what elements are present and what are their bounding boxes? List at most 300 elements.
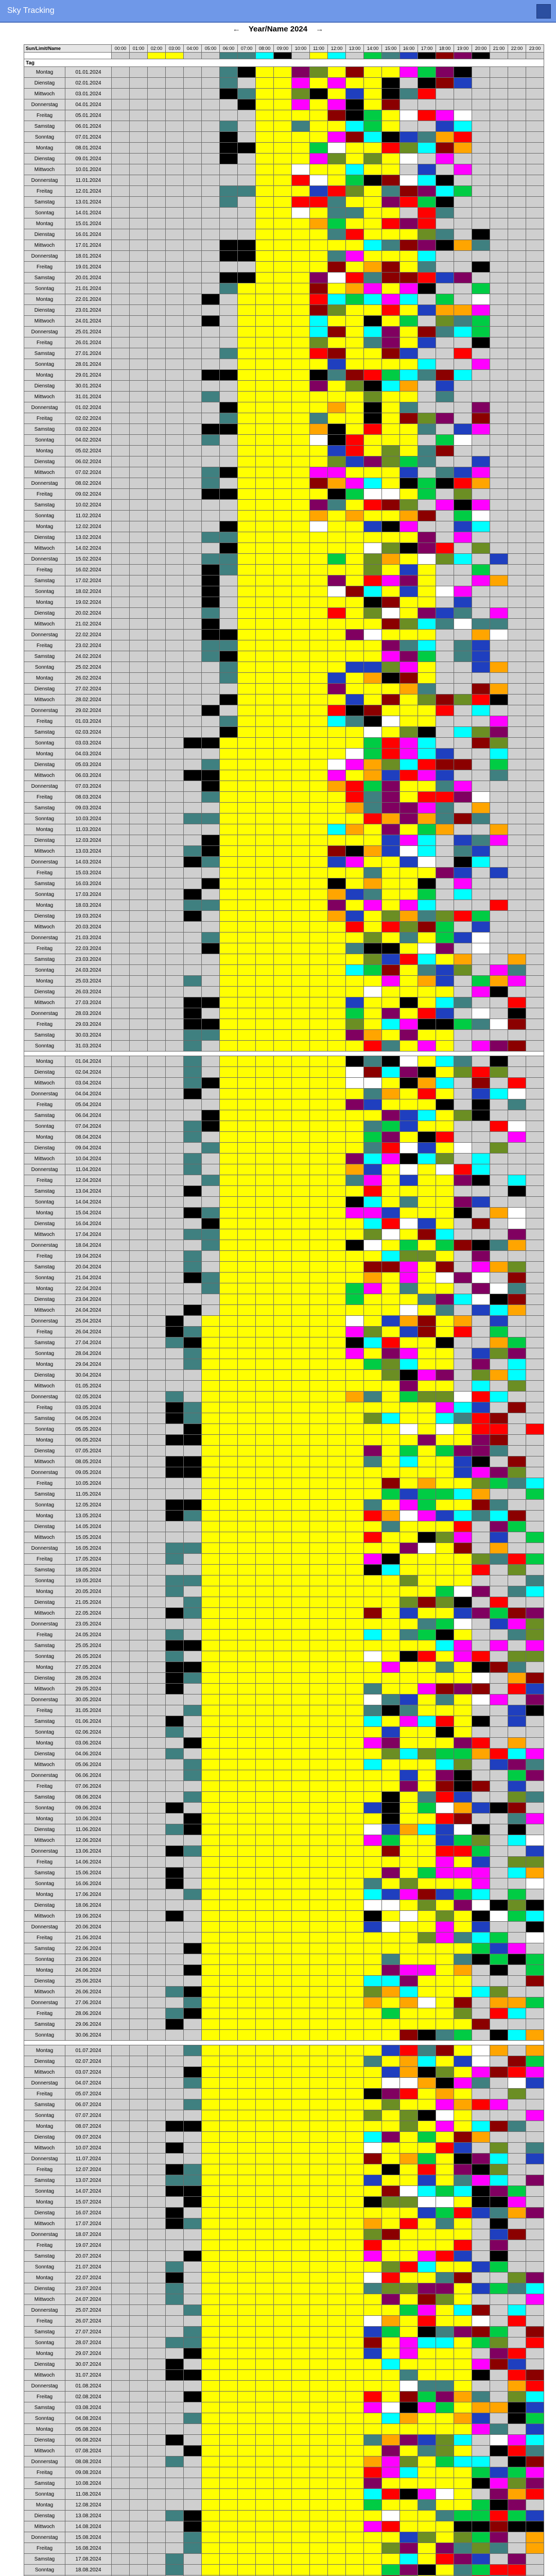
hour-slot[interactable]: [436, 424, 454, 435]
hour-slot[interactable]: [112, 1543, 130, 1554]
hour-slot[interactable]: [256, 1078, 274, 1089]
hour-slot[interactable]: [238, 1965, 256, 1976]
hour-slot[interactable]: [112, 1770, 130, 1781]
hour-slot[interactable]: [220, 121, 238, 132]
hour-slot[interactable]: [436, 878, 454, 889]
hour-slot[interactable]: [112, 1824, 130, 1835]
hour-slot[interactable]: [364, 1424, 382, 1435]
hour-slot[interactable]: [310, 229, 328, 240]
hour-slot[interactable]: [400, 1186, 418, 1197]
hour-slot[interactable]: [508, 1900, 526, 1911]
hour-slot[interactable]: [310, 402, 328, 413]
hour-slot[interactable]: [472, 359, 490, 370]
hour-slot[interactable]: [112, 1099, 130, 1110]
hour-slot[interactable]: [418, 954, 436, 965]
hour-slot[interactable]: [454, 933, 472, 943]
hour-slot[interactable]: [508, 846, 526, 857]
hour-slot[interactable]: [454, 489, 472, 500]
hour-slot[interactable]: [310, 565, 328, 575]
hour-slot[interactable]: [328, 1878, 346, 1889]
hour-slot[interactable]: [526, 500, 544, 511]
hour-slot[interactable]: [328, 2045, 346, 2056]
hour-slot[interactable]: [274, 1381, 292, 1392]
hour-slot[interactable]: [256, 197, 274, 208]
hour-slot[interactable]: [166, 792, 184, 803]
hour-slot[interactable]: [238, 1900, 256, 1911]
hour-slot[interactable]: [508, 640, 526, 651]
hour-slot[interactable]: [238, 1197, 256, 1208]
hour-slot[interactable]: [454, 1987, 472, 1997]
hour-slot[interactable]: [508, 1019, 526, 1030]
hour-slot[interactable]: [526, 1402, 544, 1413]
hour-slot[interactable]: [364, 1803, 382, 1814]
hour-slot[interactable]: [112, 402, 130, 413]
hour-slot[interactable]: [292, 694, 310, 705]
hour-slot[interactable]: [130, 1008, 148, 1019]
hour-slot[interactable]: [328, 878, 346, 889]
hour-slot[interactable]: [238, 705, 256, 716]
hour-slot[interactable]: [310, 965, 328, 976]
hour-slot[interactable]: [310, 2008, 328, 2019]
hour-slot[interactable]: [364, 467, 382, 478]
hour-slot[interactable]: [220, 1673, 238, 1684]
hour-slot[interactable]: [526, 868, 544, 878]
hour-slot[interactable]: [454, 2019, 472, 2030]
hour-slot[interactable]: [364, 2019, 382, 2030]
hour-slot[interactable]: [400, 283, 418, 294]
hour-slot[interactable]: [274, 987, 292, 997]
hour-slot[interactable]: [292, 392, 310, 402]
day-row[interactable]: [24, 489, 544, 500]
hour-slot[interactable]: [490, 727, 508, 738]
hour-slot[interactable]: [364, 424, 382, 435]
hour-slot[interactable]: [328, 446, 346, 456]
hour-slot[interactable]: [256, 316, 274, 327]
hour-slot[interactable]: [436, 370, 454, 381]
hour-slot[interactable]: [436, 1900, 454, 1911]
hour-slot[interactable]: [292, 218, 310, 229]
hour-slot[interactable]: [418, 435, 436, 446]
hour-slot[interactable]: [328, 1521, 346, 1532]
hour-slot[interactable]: [220, 478, 238, 489]
hour-slot[interactable]: [202, 997, 220, 1008]
hour-slot[interactable]: [112, 99, 130, 110]
hour-slot[interactable]: [526, 835, 544, 846]
hour-slot[interactable]: [526, 846, 544, 857]
hour-slot[interactable]: [310, 900, 328, 911]
hour-slot[interactable]: [130, 1781, 148, 1792]
day-row[interactable]: [24, 868, 544, 878]
hour-slot[interactable]: [292, 889, 310, 900]
next-year-button[interactable]: →: [316, 25, 324, 33]
day-row[interactable]: [24, 1056, 544, 1067]
hour-slot[interactable]: [472, 1965, 490, 1976]
hour-slot[interactable]: [238, 1575, 256, 1586]
hour-slot[interactable]: [418, 1478, 436, 1489]
day-row[interactable]: [24, 1381, 544, 1392]
hour-slot[interactable]: [220, 1738, 238, 1749]
hour-slot[interactable]: [184, 933, 202, 943]
hour-slot[interactable]: [346, 814, 364, 824]
hour-slot[interactable]: [454, 1727, 472, 1738]
hour-slot[interactable]: [220, 1846, 238, 1857]
hour-slot[interactable]: [220, 792, 238, 803]
hour-slot[interactable]: [346, 1630, 364, 1640]
hour-slot[interactable]: [382, 1273, 400, 1283]
hour-slot[interactable]: [256, 1684, 274, 1694]
hour-slot[interactable]: [418, 1316, 436, 1327]
hour-slot[interactable]: [202, 521, 220, 532]
hour-slot[interactable]: [400, 78, 418, 89]
hour-slot[interactable]: [220, 630, 238, 640]
hour-slot[interactable]: [292, 1121, 310, 1132]
hour-slot[interactable]: [508, 792, 526, 803]
hour-slot[interactable]: [130, 435, 148, 446]
hour-slot[interactable]: [454, 78, 472, 89]
hour-slot[interactable]: [238, 489, 256, 500]
hour-slot[interactable]: [202, 1597, 220, 1608]
hour-slot[interactable]: [274, 1078, 292, 1089]
hour-slot[interactable]: [364, 738, 382, 749]
hour-slot[interactable]: [400, 1792, 418, 1803]
hour-slot[interactable]: [238, 1359, 256, 1370]
hour-slot[interactable]: [382, 1976, 400, 1987]
hour-slot[interactable]: [256, 208, 274, 218]
hour-slot[interactable]: [166, 1651, 184, 1662]
hour-slot[interactable]: [292, 1608, 310, 1619]
hour-slot[interactable]: [238, 781, 256, 792]
hour-slot[interactable]: [508, 630, 526, 640]
hour-slot[interactable]: [184, 987, 202, 997]
hour-slot[interactable]: [328, 1749, 346, 1759]
hour-slot[interactable]: [400, 1575, 418, 1586]
hour-slot[interactable]: [364, 132, 382, 143]
hour-slot[interactable]: [328, 240, 346, 251]
hour-slot[interactable]: [166, 1933, 184, 1943]
hour-slot[interactable]: [526, 251, 544, 262]
hour-slot[interactable]: [130, 392, 148, 402]
hour-slot[interactable]: [112, 759, 130, 770]
hour-slot[interactable]: [490, 1456, 508, 1467]
hour-slot[interactable]: [184, 1467, 202, 1478]
hour-slot[interactable]: [256, 348, 274, 359]
day-row[interactable]: [24, 1175, 544, 1186]
hour-slot[interactable]: [238, 1294, 256, 1305]
hour-slot[interactable]: [238, 2030, 256, 2041]
hour-slot[interactable]: [418, 1543, 436, 1554]
hour-slot[interactable]: [202, 781, 220, 792]
hour-slot[interactable]: [454, 262, 472, 273]
hour-slot[interactable]: [472, 976, 490, 987]
hour-slot[interactable]: [328, 78, 346, 89]
hour-slot[interactable]: [346, 381, 364, 392]
hour-slot[interactable]: [436, 262, 454, 273]
hour-slot[interactable]: [130, 1030, 148, 1041]
hour-slot[interactable]: [184, 1240, 202, 1251]
hour-slot[interactable]: [328, 402, 346, 413]
hour-slot[interactable]: [220, 2030, 238, 2041]
hour-slot[interactable]: [292, 759, 310, 770]
hour-slot[interactable]: [166, 1803, 184, 1814]
hour-slot[interactable]: [220, 1305, 238, 1316]
hour-slot[interactable]: [490, 1694, 508, 1705]
hour-slot[interactable]: [364, 1283, 382, 1294]
hour-slot[interactable]: [418, 976, 436, 987]
hour-slot[interactable]: [526, 1089, 544, 1099]
hour-slot[interactable]: [472, 770, 490, 781]
hour-slot[interactable]: [454, 348, 472, 359]
hour-slot[interactable]: [382, 1933, 400, 1943]
hour-slot[interactable]: [526, 1532, 544, 1543]
hour-slot[interactable]: [472, 933, 490, 943]
hour-slot[interactable]: [112, 727, 130, 738]
hour-slot[interactable]: [130, 911, 148, 922]
hour-slot[interactable]: [526, 99, 544, 110]
hour-slot[interactable]: [382, 554, 400, 565]
hour-slot[interactable]: [256, 1586, 274, 1597]
hour-slot[interactable]: [310, 1121, 328, 1132]
hour-slot[interactable]: [328, 1251, 346, 1262]
hour-slot[interactable]: [148, 824, 166, 835]
hour-slot[interactable]: [526, 489, 544, 500]
hour-slot[interactable]: [202, 1835, 220, 1846]
hour-slot[interactable]: [346, 824, 364, 835]
hour-slot[interactable]: [130, 1640, 148, 1651]
hour-slot[interactable]: [526, 1694, 544, 1705]
hour-slot[interactable]: [238, 1814, 256, 1824]
hour-slot[interactable]: [472, 197, 490, 208]
hour-slot[interactable]: [292, 370, 310, 381]
hour-slot[interactable]: [184, 1121, 202, 1132]
hour-slot[interactable]: [220, 1067, 238, 1078]
hour-slot[interactable]: [454, 1218, 472, 1229]
hour-slot[interactable]: [148, 1673, 166, 1684]
hour-slot[interactable]: [148, 511, 166, 521]
hour-slot[interactable]: [400, 597, 418, 608]
hour-slot[interactable]: [274, 1554, 292, 1565]
hour-slot[interactable]: [526, 770, 544, 781]
hour-slot[interactable]: [292, 1305, 310, 1316]
hour-slot[interactable]: [112, 1684, 130, 1694]
hour-slot[interactable]: [292, 662, 310, 673]
day-row[interactable]: [24, 1435, 544, 1446]
hour-slot[interactable]: [382, 1770, 400, 1781]
hour-slot[interactable]: [454, 1511, 472, 1521]
hour-slot[interactable]: [364, 1521, 382, 1532]
hour-slot[interactable]: [508, 197, 526, 208]
hour-slot[interactable]: [130, 1868, 148, 1878]
hour-slot[interactable]: [454, 1749, 472, 1759]
hour-slot[interactable]: [400, 630, 418, 640]
hour-slot[interactable]: [472, 1922, 490, 1933]
hour-slot[interactable]: [436, 89, 454, 99]
hour-slot[interactable]: [112, 1835, 130, 1846]
hour-slot[interactable]: [256, 78, 274, 89]
hour-slot[interactable]: [382, 824, 400, 835]
hour-slot[interactable]: [274, 1727, 292, 1738]
hour-slot[interactable]: [202, 1078, 220, 1089]
hour-slot[interactable]: [310, 1067, 328, 1078]
hour-slot[interactable]: [130, 1240, 148, 1251]
hour-slot[interactable]: [490, 1056, 508, 1067]
day-row[interactable]: [24, 1089, 544, 1099]
hour-slot[interactable]: [400, 1922, 418, 1933]
hour-slot[interactable]: [130, 218, 148, 229]
hour-slot[interactable]: [130, 1662, 148, 1673]
hour-slot[interactable]: [454, 997, 472, 1008]
hour-slot[interactable]: [400, 803, 418, 814]
hour-slot[interactable]: [436, 640, 454, 651]
hour-slot[interactable]: [526, 1900, 544, 1911]
hour-slot[interactable]: [202, 1565, 220, 1575]
hour-slot[interactable]: [418, 1056, 436, 1067]
hour-slot[interactable]: [112, 1424, 130, 1435]
hour-slot[interactable]: [310, 1089, 328, 1099]
hour-slot[interactable]: [130, 727, 148, 738]
hour-slot[interactable]: [508, 1456, 526, 1467]
hour-slot[interactable]: [166, 878, 184, 889]
hour-slot[interactable]: [472, 489, 490, 500]
hour-slot[interactable]: [328, 1640, 346, 1651]
hour-slot[interactable]: [346, 1110, 364, 1121]
hour-slot[interactable]: [310, 1770, 328, 1781]
hour-slot[interactable]: [274, 402, 292, 413]
hour-slot[interactable]: [148, 1630, 166, 1640]
hour-slot[interactable]: [418, 1359, 436, 1370]
hour-slot[interactable]: [364, 489, 382, 500]
hour-slot[interactable]: [526, 327, 544, 337]
hour-slot[interactable]: [292, 1511, 310, 1521]
hour-slot[interactable]: [526, 1283, 544, 1294]
hour-slot[interactable]: [508, 413, 526, 424]
hour-slot[interactable]: [454, 1381, 472, 1392]
hour-slot[interactable]: [184, 835, 202, 846]
hour-slot[interactable]: [364, 1008, 382, 1019]
hour-slot[interactable]: [220, 392, 238, 402]
hour-slot[interactable]: [508, 781, 526, 792]
hour-slot[interactable]: [418, 889, 436, 900]
hour-slot[interactable]: [382, 402, 400, 413]
hour-slot[interactable]: [256, 521, 274, 532]
hour-slot[interactable]: [130, 1521, 148, 1532]
hour-slot[interactable]: [454, 1446, 472, 1456]
hour-slot[interactable]: [166, 1640, 184, 1651]
day-row[interactable]: [24, 619, 544, 630]
hour-slot[interactable]: [508, 229, 526, 240]
hour-slot[interactable]: [238, 1824, 256, 1835]
hour-slot[interactable]: [436, 489, 454, 500]
hour-slot[interactable]: [166, 521, 184, 532]
hour-slot[interactable]: [382, 1424, 400, 1435]
hour-slot[interactable]: [112, 1121, 130, 1132]
hour-slot[interactable]: [472, 1511, 490, 1521]
hour-slot[interactable]: [472, 1933, 490, 1943]
hour-slot[interactable]: [202, 229, 220, 240]
hour-slot[interactable]: [292, 1673, 310, 1684]
hour-slot[interactable]: [400, 727, 418, 738]
hour-slot[interactable]: [130, 1543, 148, 1554]
hour-slot[interactable]: [490, 1424, 508, 1435]
hour-slot[interactable]: [310, 348, 328, 359]
hour-slot[interactable]: [382, 705, 400, 716]
hour-slot[interactable]: [490, 640, 508, 651]
hour-slot[interactable]: [364, 1954, 382, 1965]
hour-slot[interactable]: [220, 2008, 238, 2019]
hour-slot[interactable]: [166, 1575, 184, 1586]
hour-slot[interactable]: [256, 1413, 274, 1424]
hour-slot[interactable]: [130, 1019, 148, 1030]
hour-slot[interactable]: [148, 1348, 166, 1359]
hour-slot[interactable]: [508, 1684, 526, 1694]
hour-slot[interactable]: [346, 1489, 364, 1500]
menu-button[interactable]: [536, 4, 551, 19]
hour-slot[interactable]: [436, 749, 454, 759]
hour-slot[interactable]: [220, 684, 238, 694]
hour-slot[interactable]: [508, 1327, 526, 1337]
hour-slot[interactable]: [526, 954, 544, 965]
hour-slot[interactable]: [166, 781, 184, 792]
hour-slot[interactable]: [184, 132, 202, 143]
hour-slot[interactable]: [346, 705, 364, 716]
hour-slot[interactable]: [436, 1467, 454, 1478]
hour-slot[interactable]: [292, 987, 310, 997]
hour-slot[interactable]: [526, 240, 544, 251]
hour-slot[interactable]: [130, 1348, 148, 1359]
hour-slot[interactable]: [400, 716, 418, 727]
hour-slot[interactable]: [238, 370, 256, 381]
hour-slot[interactable]: [202, 1889, 220, 1900]
hour-slot[interactable]: [328, 1500, 346, 1511]
hour-slot[interactable]: [490, 1900, 508, 1911]
hour-slot[interactable]: [454, 208, 472, 218]
hour-slot[interactable]: [490, 1922, 508, 1933]
hour-slot[interactable]: [112, 532, 130, 543]
hour-slot[interactable]: [364, 1218, 382, 1229]
hour-slot[interactable]: [256, 251, 274, 262]
hour-slot[interactable]: [490, 262, 508, 273]
hour-slot[interactable]: [454, 1738, 472, 1749]
hour-slot[interactable]: [382, 1056, 400, 1067]
hour-slot[interactable]: [346, 1019, 364, 1030]
hour-slot[interactable]: [454, 1705, 472, 1716]
hour-slot[interactable]: [382, 543, 400, 554]
hour-slot[interactable]: [382, 327, 400, 337]
hour-slot[interactable]: [202, 1943, 220, 1954]
hour-slot[interactable]: [364, 554, 382, 565]
hour-slot[interactable]: [202, 1976, 220, 1987]
hour-slot[interactable]: [454, 251, 472, 262]
hour-slot[interactable]: [364, 67, 382, 78]
hour-slot[interactable]: [436, 1781, 454, 1792]
hour-slot[interactable]: [490, 1229, 508, 1240]
hour-slot[interactable]: [328, 727, 346, 738]
hour-slot[interactable]: [436, 662, 454, 673]
hour-slot[interactable]: [130, 1586, 148, 1597]
hour-slot[interactable]: [418, 164, 436, 175]
hour-slot[interactable]: [148, 1078, 166, 1089]
hour-slot[interactable]: [472, 1846, 490, 1857]
hour-slot[interactable]: [418, 121, 436, 132]
hour-slot[interactable]: [436, 868, 454, 878]
hour-slot[interactable]: [400, 1705, 418, 1716]
hour-slot[interactable]: [220, 1283, 238, 1294]
hour-slot[interactable]: [346, 933, 364, 943]
hour-slot[interactable]: [184, 1608, 202, 1619]
hour-slot[interactable]: [112, 283, 130, 294]
hour-slot[interactable]: [382, 954, 400, 965]
hour-slot[interactable]: [202, 868, 220, 878]
hour-slot[interactable]: [202, 467, 220, 478]
